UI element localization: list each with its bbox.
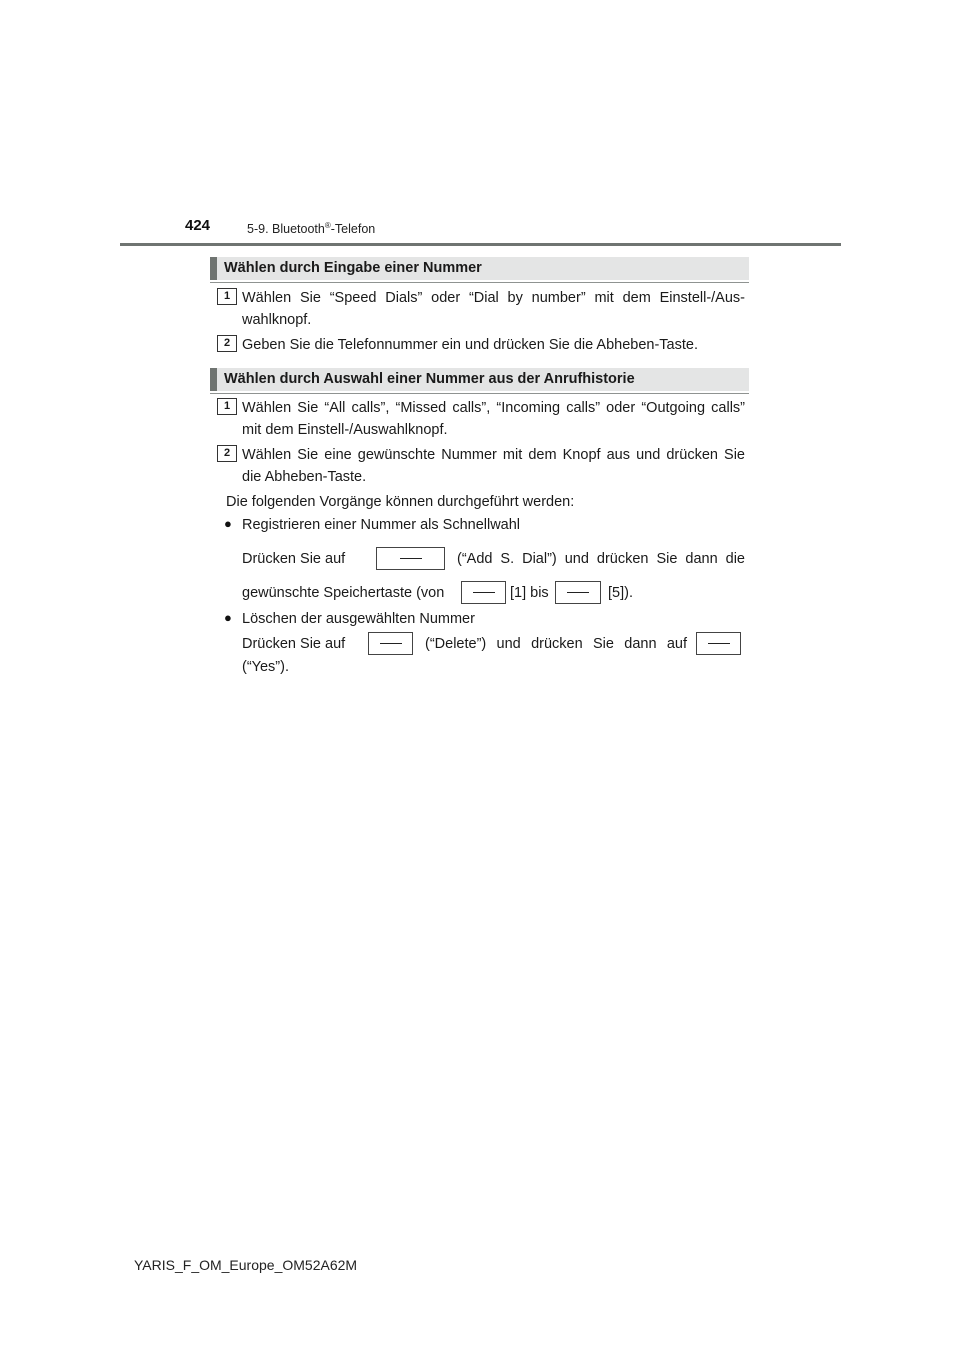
- bullet-title: Löschen der ausgewählten Nummer: [242, 611, 475, 627]
- preset-key-1: [461, 581, 506, 604]
- step-number-badge: 1: [217, 398, 237, 415]
- registered-mark: ®: [324, 221, 331, 230]
- document-code: YARIS_F_OM_Europe_OM52A62M: [134, 1257, 358, 1273]
- section-prefix: 5-9. Bluetooth: [247, 222, 325, 237]
- step-text: Wählen Sie eine gewünschte Nummer mit dem Knopf aus und drücken Sie die Abheben-Taste.: [242, 447, 745, 485]
- section-heading-label: Wählen durch Eingabe einer Nummer: [224, 260, 482, 276]
- preset-key-5: [555, 581, 601, 604]
- heading-rule: [210, 393, 749, 394]
- heading-rule: [210, 282, 749, 283]
- step-text: Geben Sie die Telefonnummer ein und drücken Sie die Abheben-Taste.: [242, 337, 698, 353]
- section-heading-label: Wählen durch Auswahl einer Nummer aus der Anrufhistorie: [224, 371, 635, 387]
- operations-intro: Die folgenden Vorgänge können durchgeführt werden:: [226, 494, 575, 510]
- section-heading-dial-by-number: [210, 257, 749, 280]
- instruction-text: Drücken Sie auf: [242, 636, 346, 652]
- section-heading-call-history: [210, 368, 749, 391]
- step-text: Wählen Sie “Speed Dials” oder “Dial by number” mit dem Einstell-/Aus-wahlknopf.: [242, 290, 745, 328]
- bullet-icon: ●: [224, 610, 232, 625]
- instruction-text: [5]).: [608, 585, 633, 601]
- step-number-badge: 2: [217, 445, 237, 462]
- add-speed-dial-key: [376, 547, 445, 570]
- bullet-title: Registrieren einer Nummer als Schnellwahl: [242, 517, 521, 533]
- instruction-text: (“Yes”).: [242, 659, 289, 675]
- step-number-badge: 2: [217, 335, 237, 352]
- instruction-text: [1] bis: [510, 585, 549, 601]
- section-suffix: -Telefon: [330, 222, 376, 237]
- instruction-text: (“Delete”) und drücken Sie dann auf: [425, 636, 687, 652]
- delete-key: [368, 632, 413, 655]
- instruction-text: gewünschte Speichertaste (von: [242, 585, 445, 601]
- step-text: Wählen Sie “All calls”, “Missed calls”, “Incoming calls” oder “Outgoing calls” mit dem Einstell-/Auswahlknopf.: [242, 400, 745, 438]
- instruction-text: Drücken Sie auf: [242, 551, 346, 567]
- instruction-text: (“Add S. Dial”) und drücken Sie dann die: [457, 551, 745, 567]
- step-number-badge: 1: [217, 288, 237, 305]
- header-rule: [120, 243, 841, 246]
- page-number: 424: [185, 217, 211, 234]
- bullet-icon: ●: [224, 516, 232, 531]
- yes-key: [696, 632, 741, 655]
- section-reference: [247, 221, 375, 236]
